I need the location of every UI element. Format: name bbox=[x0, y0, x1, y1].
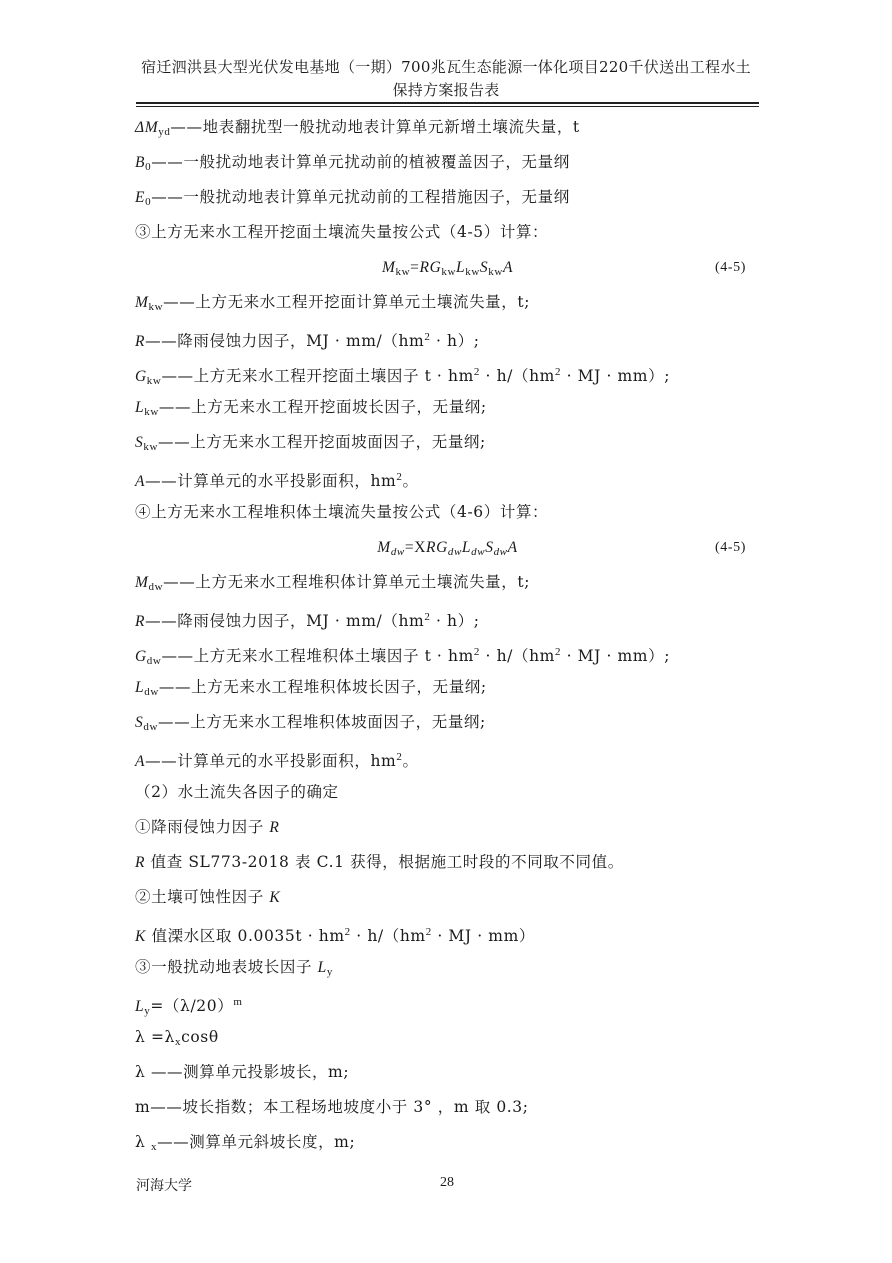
formula-4-6: $M_{dw}=XRG_{dw}L_{dw}S_{dw}A$ (4-5) bbox=[135, 530, 760, 565]
definition-line: λ $_x$——测算单元斜坡长度，m; bbox=[135, 1133, 356, 1153]
definition-line: $\Delta M_{yd}——$地表翻扰型一般扰动地表计算单元新增土壤流失量，t bbox=[135, 118, 580, 138]
definition-line: $M_{dw}——$上方无来水工程堆积体计算单元土壤流失量，t; bbox=[135, 573, 531, 593]
definition-line: $S_{kw}——$上方无来水工程开挖面坡面因子，无量纲; bbox=[135, 433, 486, 453]
definition-line: $G_{dw}——$上方无来水工程堆积体土壤因子 $t \cdot hm^2 \cdot h/(hm^2$ · MJ · mm）; bbox=[135, 646, 671, 667]
header-title-line2: 保持方案报告表 bbox=[392, 81, 500, 99]
header-title-line1: 宿迁泗洪县大型光伏发电基地（一期）700兆瓦生态能源一体化项目220千伏送出工程水土 bbox=[141, 58, 751, 76]
equation-number: (4-5) bbox=[715, 260, 746, 275]
definition-line: $B_0——$一般扰动地表计算单元扰动前的植被覆盖因子，无量纲 bbox=[135, 153, 570, 173]
factor-heading: ①降雨侵蚀力因子 R bbox=[135, 818, 280, 836]
definition-line: $M_{kw}——$上方无来水工程开挖面计算单元土壤流失量，t; bbox=[135, 293, 531, 313]
definition-line: $E_0——$一般扰动地表计算单元扰动前的工程措施因子，无量纲 bbox=[135, 188, 570, 208]
definition-line: R——降雨侵蚀力因子，MJ · $mm/(hm^2 \cdot h)$; bbox=[135, 331, 480, 350]
footer-organization: 河海大学 bbox=[136, 1178, 192, 1194]
document-body bbox=[135, 110, 760, 1160]
definition-line: m——坡长指数；本工程场地坡度小于 3° ，m 取 0.3; bbox=[135, 1098, 529, 1116]
factor-heading: ③一般扰动地表坡长因子 $L_y$ bbox=[135, 958, 333, 978]
formula-line: $\lambda =\lambda_x\cos\theta$ bbox=[135, 1028, 219, 1048]
paragraph-line: K 值溧水区取 $0.0035t \cdot hm^2 \cdot h/(hm^2$ · MJ · mm） bbox=[135, 926, 535, 945]
section-intro-line: ④上方无来水工程堆积体土壤流失量按公式（4-6）计算： bbox=[135, 503, 549, 521]
definition-line: $S_{dw}——$上方无来水工程堆积体坡面因子，无量纲; bbox=[135, 713, 486, 733]
section-heading: （2）水土流失各因子的确定 bbox=[135, 783, 339, 801]
formula-line: $L_y=(\lambda/20)^m$ bbox=[135, 996, 243, 1017]
definition-line: λ ——测算单元投影坡长，m; bbox=[135, 1063, 350, 1081]
definition-line: A——计算单元的水平投影面积，$hm^2$。 bbox=[135, 751, 419, 770]
definition-line: $L_{dw}——$上方无来水工程堆积体坡长因子，无量纲; bbox=[135, 678, 487, 698]
header-rule-thin bbox=[136, 106, 759, 107]
definition-line: $L_{kw}——$上方无来水工程开挖面坡长因子，无量纲; bbox=[135, 398, 487, 418]
header-rule-thick bbox=[136, 102, 759, 104]
page-number: 28 bbox=[440, 1175, 454, 1190]
definition-line: $G_{kw}——$上方无来水工程开挖面土壤因子 $t \cdot hm^2 \cdot h/(hm^2$ · MJ · mm）; bbox=[135, 366, 671, 387]
factor-heading: ②土壤可蚀性因子 K bbox=[135, 888, 281, 906]
section-intro-line: ③上方无来水工程开挖面土壤流失量按公式（4-5）计算： bbox=[135, 223, 549, 241]
definition-line: A——计算单元的水平投影面积，$hm^2$。 bbox=[135, 471, 419, 490]
definition-line: R——降雨侵蚀力因子，MJ · $mm/(hm^2 \cdot h)$; bbox=[135, 611, 480, 630]
paragraph-line: R 值查 SL773-2018 表 C.1 获得，根据施工时段的不同取不同值。 bbox=[135, 853, 624, 871]
page-header bbox=[120, 56, 772, 102]
formula-4-5: $M_{kw}=RG_{kw}L_{kw}S_{kw}A$ (4-5) bbox=[135, 250, 760, 285]
equation-number: (4-5) bbox=[715, 540, 746, 555]
